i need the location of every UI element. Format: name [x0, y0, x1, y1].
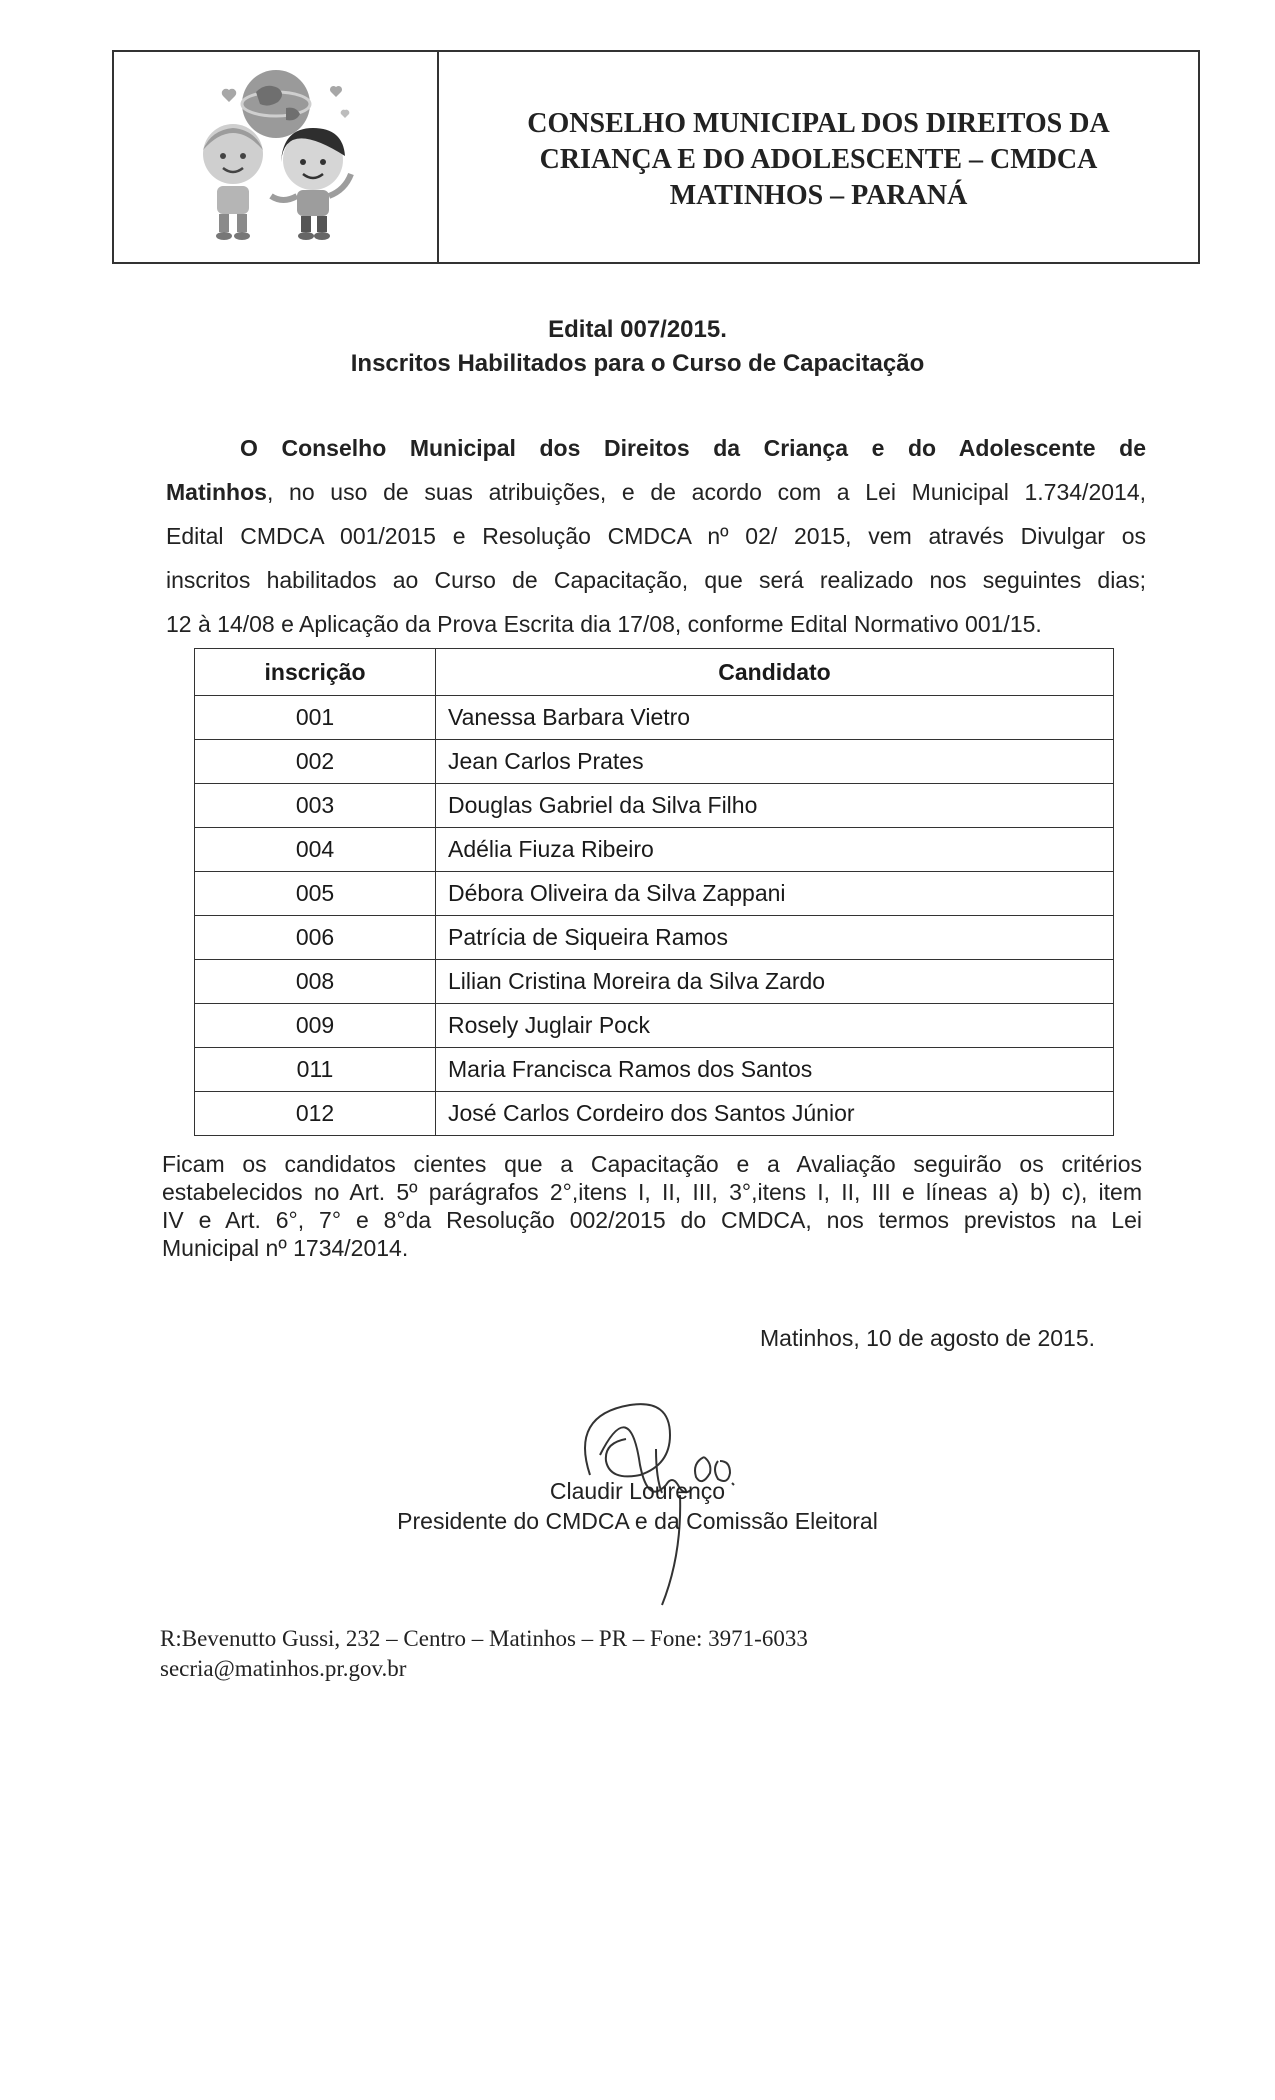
intro-line-4: inscritos habilitados ao Curso de Capacitação, que será realizado nos seguintes dias;: [166, 567, 1146, 593]
table-header-row: [195, 649, 1114, 696]
registration-number: 005: [195, 872, 436, 916]
intro-paragraph: [166, 426, 1146, 646]
registration-number: 008: [195, 960, 436, 1004]
table-row: [195, 784, 1114, 828]
registration-number: 003: [195, 784, 436, 828]
children-globe-logo-icon: [161, 62, 391, 252]
registration-number: 012: [195, 1092, 436, 1136]
org-name-line-2: CRIANÇA E DO ADOLESCENTE – CMDCA: [539, 144, 1098, 175]
closing-line-1: Ficam os candidatos cientes que a Capacitação e a Avaliação seguirão os critérios: [162, 1151, 1142, 1177]
candidate-name: Maria Francisca Ramos dos Santos: [436, 1048, 1114, 1092]
logo-cell: [114, 52, 439, 262]
table-row: [195, 1048, 1114, 1092]
column-header-candidate: Candidato: [436, 649, 1114, 696]
table-row: [195, 872, 1114, 916]
footer-contact: [160, 1624, 808, 1684]
table-row: [195, 916, 1114, 960]
candidates-table: [194, 648, 1114, 1136]
candidate-name: Patrícia de Siqueira Ramos: [436, 916, 1114, 960]
org-name-line-1: CONSELHO MUNICIPAL DOS DIREITOS DA: [527, 108, 1110, 139]
table-row: [195, 1092, 1114, 1136]
intro-line-2: , no uso de suas atribuições, e de acordo com a Lei Municipal 1.734/2014,: [266, 479, 1146, 505]
date-line: Matinhos, 10 de agosto de 2015.: [760, 1325, 1096, 1351]
intro-line-5: 12 à 14/08 e Aplicação da Prova Escrita dia 17/08, conforme Edital Normativo 001/15.: [166, 611, 1042, 637]
table-row: [195, 696, 1114, 740]
organization-name: [439, 52, 1198, 262]
table-row: [195, 960, 1114, 1004]
letterhead: [112, 50, 1200, 264]
footer-email: secria@matinhos.pr.gov.br: [160, 1656, 407, 1681]
registration-number: 009: [195, 1004, 436, 1048]
intro-line-3: Edital CMDCA 001/2015 e Resolução CMDCA nº 02/ 2015, vem através Divulgar os: [166, 523, 1146, 549]
registration-number: 001: [195, 696, 436, 740]
candidate-name: Vanessa Barbara Vietro: [436, 696, 1114, 740]
intro-bold-city: Matinhos: [166, 479, 267, 505]
candidate-name: Lilian Cristina Moreira da Silva Zardo: [436, 960, 1114, 1004]
closing-line-2: estabelecidos no Art. 5º parágrafos 2°,itens I, II, III, 3°,itens I, II, III e líneas a) b) c), item: [162, 1179, 1142, 1205]
registration-number: 002: [195, 740, 436, 784]
closing-line-3: IV e Art. 6°, 7° e 8°da Resolução 002/2015 do CMDCA, nos termos previstos na Lei: [162, 1207, 1142, 1233]
candidate-name: José Carlos Cordeiro dos Santos Júnior: [436, 1092, 1114, 1136]
signatory-name: Claudir Lourenço: [549, 1478, 726, 1504]
table-row: [195, 828, 1114, 872]
closing-line-4: Municipal nº 1734/2014.: [162, 1235, 409, 1261]
candidate-name: Adélia Fiuza Ribeiro: [436, 828, 1114, 872]
intro-bold-lead: O Conselho Municipal dos Direitos da Criança e do Adolescente de: [240, 435, 1146, 461]
candidate-name: Jean Carlos Prates: [436, 740, 1114, 784]
edital-number: Edital 007/2015.: [548, 316, 727, 343]
signatory-role: Presidente do CMDCA e da Comissão Eleitoral: [397, 1508, 878, 1534]
registration-number: 004: [195, 828, 436, 872]
candidate-name: Rosely Juglair Pock: [436, 1004, 1114, 1048]
footer-address: R:Bevenutto Gussi, 232 – Centro – Matinhos – PR – Fone: 3971-6033: [160, 1626, 808, 1651]
org-name-line-3: MATINHOS – PARANÁ: [669, 180, 968, 211]
table-row: [195, 740, 1114, 784]
closing-paragraph: [162, 1150, 1142, 1262]
candidate-name: Douglas Gabriel da Silva Filho: [436, 784, 1114, 828]
candidate-name: Débora Oliveira da Silva Zappani: [436, 872, 1114, 916]
table-row: [195, 1004, 1114, 1048]
registration-number: 011: [195, 1048, 436, 1092]
document-title: Inscritos Habilitados para o Curso de Capacitação: [350, 350, 925, 377]
registration-number: 006: [195, 916, 436, 960]
column-header-registration: inscrição: [195, 649, 436, 696]
